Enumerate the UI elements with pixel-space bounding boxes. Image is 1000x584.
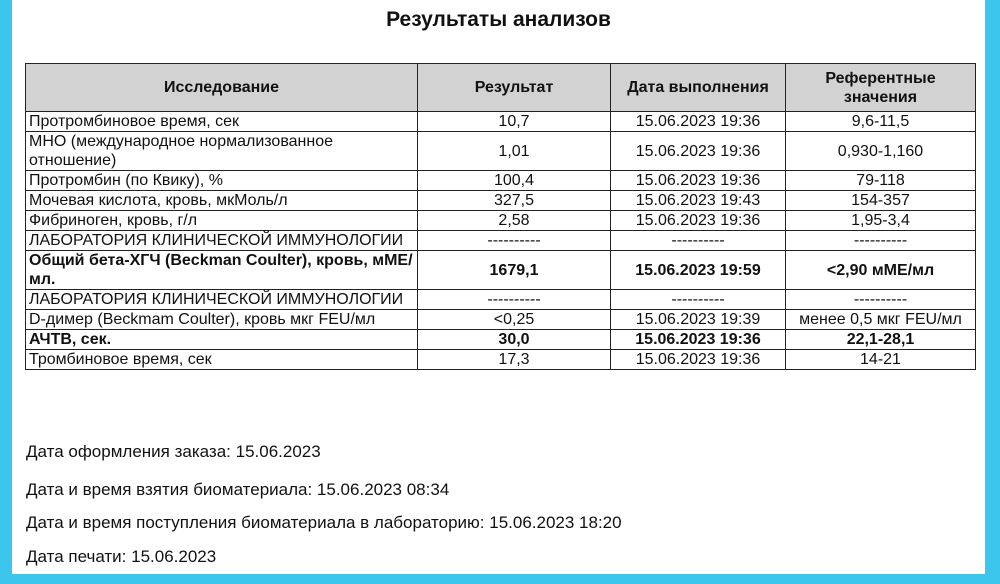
- result-cell: 1,01: [418, 132, 611, 171]
- reference-cell: ----------: [786, 231, 976, 251]
- study-cell: Протромбин (по Квику), %: [26, 171, 418, 191]
- study-cell: АЧТВ, сек.: [26, 330, 418, 350]
- study-cell: D-димер (Beckmam Coulter), кровь мкг FEU/мл: [26, 310, 418, 330]
- reference-cell: 154-357: [786, 191, 976, 211]
- date-cell: 15.06.2023 19:36: [611, 330, 786, 350]
- result-cell: 17,3: [418, 350, 611, 370]
- reference-cell: 0,930-1,160: [786, 132, 976, 171]
- study-cell: МНО (международное нормализованное отношение): [26, 132, 418, 171]
- reference-cell: 22,1-28,1: [786, 330, 976, 350]
- result-cell: ----------: [418, 231, 611, 251]
- reference-cell: 14-21: [786, 350, 976, 370]
- study-cell: Общий бета-ХГЧ (Beckman Coulter), кровь, мМЕ/мл.: [26, 251, 418, 290]
- reference-cell: ----------: [786, 290, 976, 310]
- date-cell: ----------: [611, 290, 786, 310]
- header-study: Исследование: [26, 64, 418, 112]
- date-cell: 15.06.2023 19:36: [611, 132, 786, 171]
- date-cell: 15.06.2023 19:36: [611, 112, 786, 132]
- result-cell: 10,7: [418, 112, 611, 132]
- study-cell: Тромбиновое время, сек: [26, 350, 418, 370]
- sample-taken-date: Дата и время взятия биоматериала: 15.06.2023 08:34: [26, 480, 450, 499]
- date-cell: 15.06.2023 19:43: [611, 191, 786, 211]
- reference-cell: <2,90 мМЕ/мл: [786, 251, 976, 290]
- table-row: [26, 171, 976, 191]
- table-row: [26, 132, 976, 171]
- table-row: [26, 231, 976, 251]
- table-row: [26, 191, 976, 211]
- date-cell: 15.06.2023 19:36: [611, 211, 786, 231]
- reference-cell: 1,95-3,4: [786, 211, 976, 231]
- header-date: Дата выполнения: [611, 64, 786, 112]
- sample-received-date: Дата и время поступления биоматериала в лабораторию: 15.06.2023 18:20: [26, 513, 622, 532]
- date-cell: 15.06.2023 19:36: [611, 171, 786, 191]
- result-cell: 327,5: [418, 191, 611, 211]
- result-cell: 30,0: [418, 330, 611, 350]
- table-header-row: [26, 64, 976, 112]
- reference-cell: 9,6-11,5: [786, 112, 976, 132]
- result-cell: 100,4: [418, 171, 611, 191]
- table-row: [26, 350, 976, 370]
- result-cell: 1679,1: [418, 251, 611, 290]
- document-page: [12, 0, 985, 574]
- table-row: [26, 290, 976, 310]
- study-cell: ЛАБОРАТОРИЯ КЛИНИЧЕСКОЙ ИММУНОЛОГИИ: [26, 290, 418, 310]
- study-cell: ЛАБОРАТОРИЯ КЛИНИЧЕСКОЙ ИММУНОЛОГИИ: [26, 231, 418, 251]
- date-cell: ----------: [611, 231, 786, 251]
- page-title: Результаты анализов: [386, 8, 611, 31]
- order-date: Дата оформления заказа: 15.06.2023: [26, 442, 321, 461]
- header-reference: Референтные значения: [786, 64, 976, 112]
- table-row: [26, 310, 976, 330]
- table-row: [26, 251, 976, 290]
- print-date: Дата печати: 15.06.2023: [26, 547, 217, 566]
- table-row: [26, 112, 976, 132]
- study-cell: Протромбиновое время, сек: [26, 112, 418, 132]
- study-cell: Мочевая кислота, кровь, мкМоль/л: [26, 191, 418, 211]
- results-table: [25, 63, 976, 370]
- result-cell: 2,58: [418, 211, 611, 231]
- reference-cell: 79-118: [786, 171, 976, 191]
- date-cell: 15.06.2023 19:39: [611, 310, 786, 330]
- date-cell: 15.06.2023 19:36: [611, 350, 786, 370]
- table-row: [26, 330, 976, 350]
- table-row: [26, 211, 976, 231]
- date-cell: 15.06.2023 19:59: [611, 251, 786, 290]
- result-cell: ----------: [418, 290, 611, 310]
- reference-cell: менее 0,5 мкг FEU/мл: [786, 310, 976, 330]
- result-cell: <0,25: [418, 310, 611, 330]
- header-result: Результат: [418, 64, 611, 112]
- study-cell: Фибриноген, кровь, г/л: [26, 211, 418, 231]
